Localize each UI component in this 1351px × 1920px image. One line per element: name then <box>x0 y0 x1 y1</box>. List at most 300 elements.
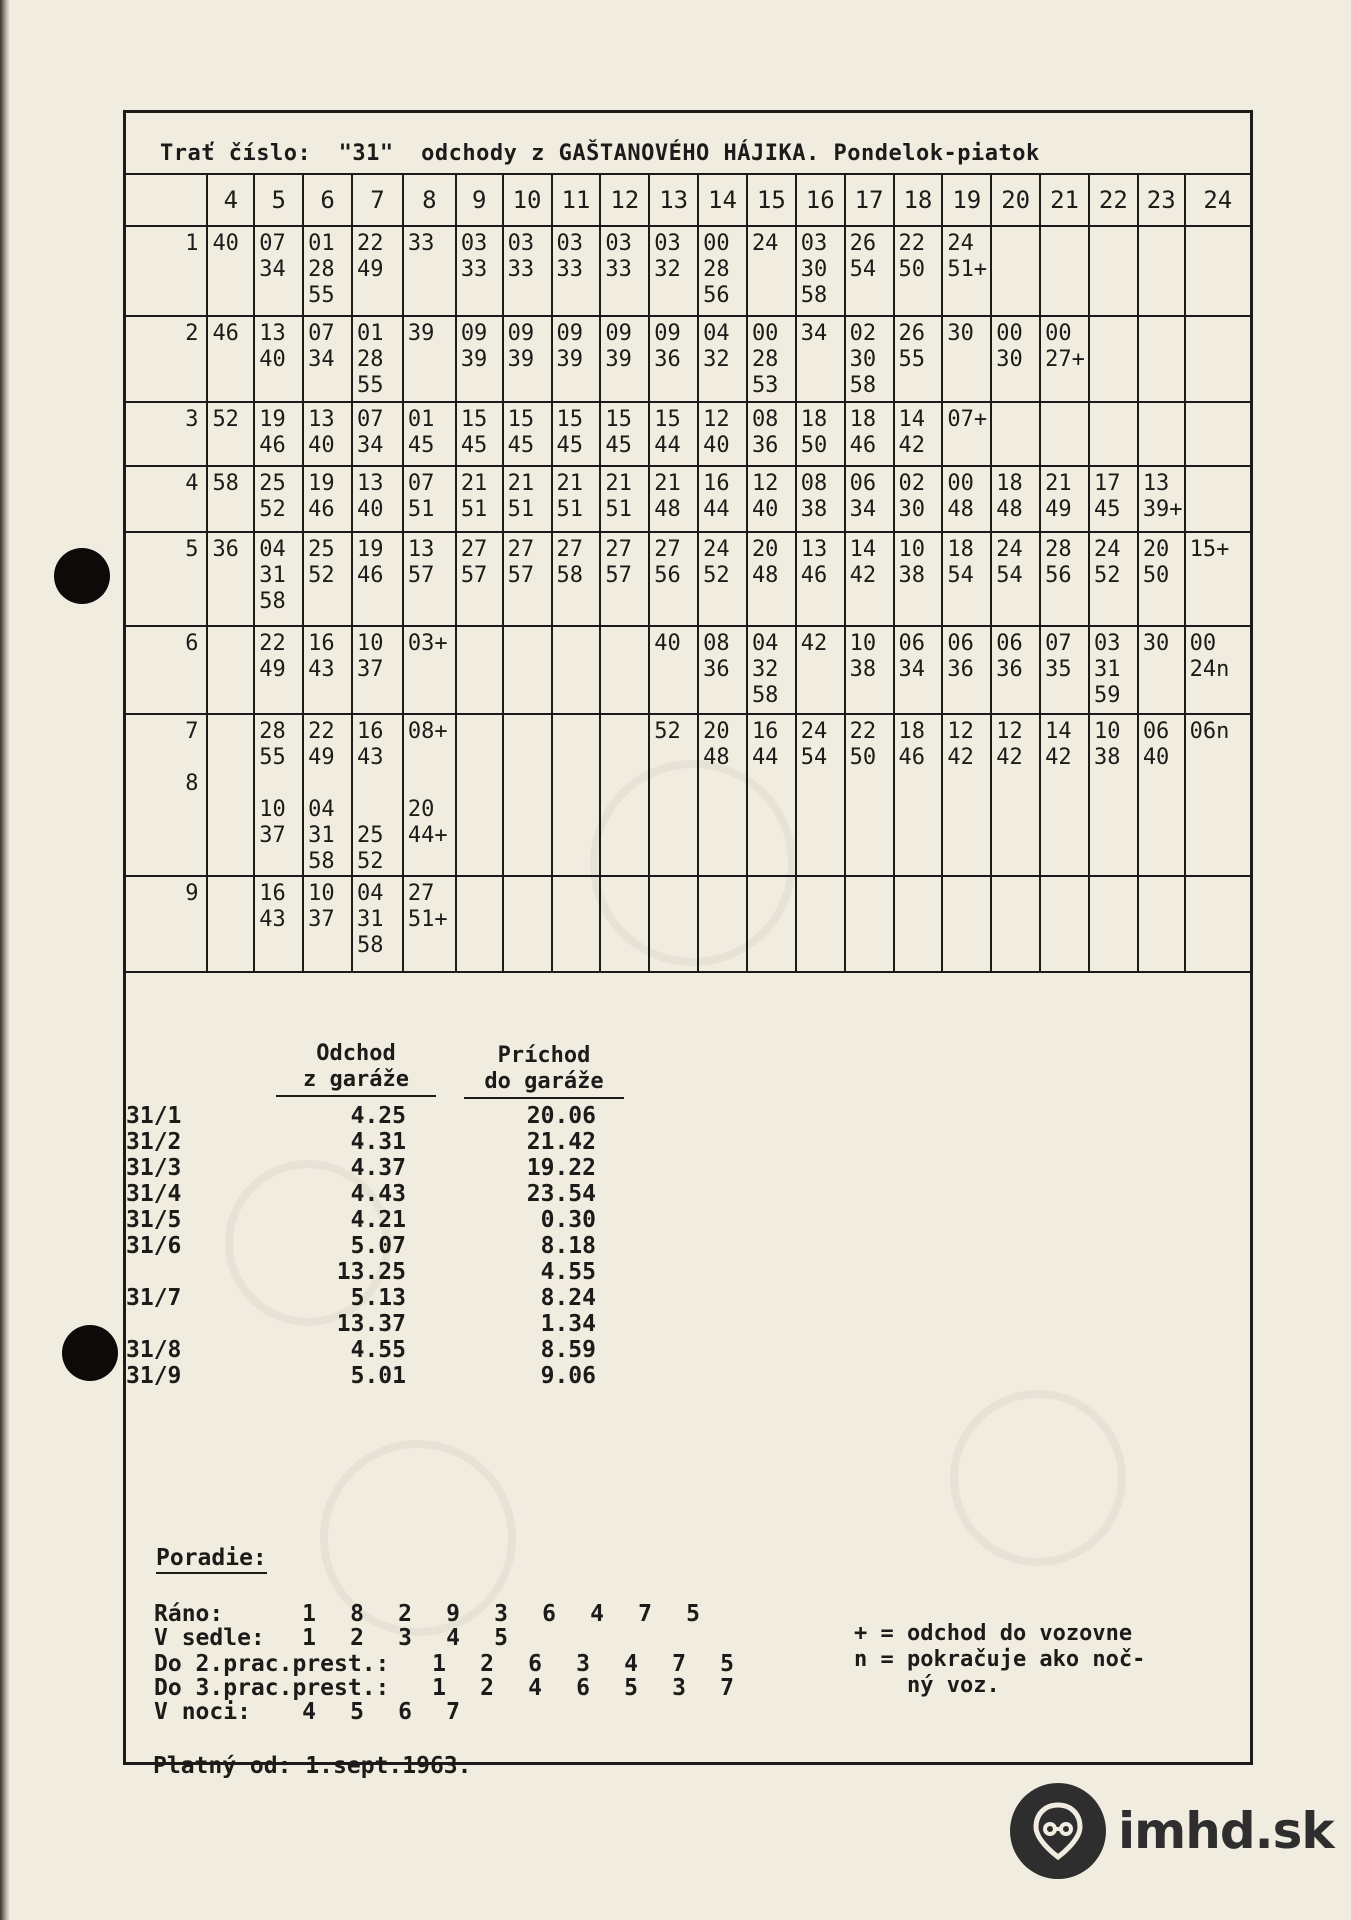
departure-minutes: 07 34 <box>352 402 403 466</box>
departure-minutes: 06 40 <box>1138 714 1185 876</box>
departure-minutes <box>1040 402 1089 466</box>
garage-route: 31/6 <box>126 1233 182 1259</box>
hour-header: 5 <box>254 174 303 226</box>
departure-minutes: 24 52 <box>698 532 747 626</box>
poradie-value: 2 <box>398 1601 412 1627</box>
departure-minutes: 07 34 <box>303 316 352 402</box>
departure-minutes: 26 55 <box>894 316 943 402</box>
departure-minutes: 03 33 <box>552 226 601 316</box>
departure-minutes <box>1089 316 1138 402</box>
departure-minutes: 00 30 <box>991 316 1040 402</box>
hour-header: 17 <box>845 174 894 226</box>
departure-minutes <box>942 876 991 972</box>
legend <box>854 1621 1145 1699</box>
valid-from: Platný od: 1.sept.1963. <box>153 1753 472 1779</box>
departure-minutes: 10 38 <box>845 626 894 714</box>
schedule-row <box>126 876 1250 972</box>
departure-minutes: 52 <box>649 714 698 876</box>
run-number-label: 3 <box>185 407 199 432</box>
departure-minutes: 21 51 <box>552 466 601 532</box>
hour-header: 19 <box>942 174 991 226</box>
garage-arr: 21.42 <box>526 1129 596 1155</box>
poradie-row <box>154 1601 774 1625</box>
run-number <box>126 402 207 466</box>
hour-header: 12 <box>600 174 649 226</box>
poradie-value: 4 <box>590 1601 604 1627</box>
departure-minutes: 42 <box>796 626 845 714</box>
departure-minutes: 09 36 <box>649 316 698 402</box>
run-number-label: 7 <box>185 719 199 744</box>
departure-minutes <box>552 876 601 972</box>
departure-minutes: 46 <box>207 316 254 402</box>
departure-minutes: 09 39 <box>503 316 552 402</box>
departure-header-line1: Odchod <box>316 1041 396 1066</box>
departure-minutes: 04 32 <box>698 316 747 402</box>
hour-header: 7 <box>352 174 403 226</box>
garage-arr: 9.06 <box>540 1363 596 1389</box>
departure-minutes: 27 57 <box>503 532 552 626</box>
garage-arr: 4.55 <box>540 1259 596 1285</box>
garage-row <box>126 1207 596 1233</box>
hour-header: 4 <box>207 174 254 226</box>
poradie-value: 4 <box>624 1651 638 1677</box>
departure-minutes: 00 24n <box>1185 626 1250 714</box>
departure-minutes: 18 48 <box>991 466 1040 532</box>
departure-minutes: 06 34 <box>894 626 943 714</box>
departure-minutes: 01 45 <box>403 402 456 466</box>
garage-dep: 4.21 <box>350 1207 406 1233</box>
departure-minutes: 17 45 <box>1089 466 1138 532</box>
poradie-value: 5 <box>350 1699 364 1725</box>
departure-minutes: 12 40 <box>698 402 747 466</box>
poradie-value: 6 <box>528 1651 542 1677</box>
garage-row <box>126 1103 596 1129</box>
poradie-value: 1 <box>302 1625 316 1651</box>
garage-row <box>126 1337 596 1363</box>
departure-minutes: 24 54 <box>796 714 845 876</box>
departure-minutes: 33 <box>403 226 456 316</box>
departure-minutes: 10 37 <box>303 876 352 972</box>
run-number-label: 2 <box>185 321 199 346</box>
departure-minutes: 22 50 <box>845 714 894 876</box>
departure-minutes <box>1185 226 1250 316</box>
poradie-label: Do 2.prac.prest.: <box>154 1651 390 1677</box>
garage-dep: 4.55 <box>350 1337 406 1363</box>
departure-minutes: 21 48 <box>649 466 698 532</box>
departure-minutes: 24 52 <box>1089 532 1138 626</box>
poradie-label: Do 3.prac.prest.: <box>154 1675 390 1701</box>
departure-minutes: 21 51 <box>600 466 649 532</box>
timetable-title: Trať číslo: "31" odchody z GAŠTANOVÉHO HÁJIKA. Pondelok-piatok <box>126 113 1250 174</box>
arrival-header <box>464 1043 624 1099</box>
departure-minutes: 06n <box>1185 714 1250 876</box>
poradie-value: 1 <box>432 1675 446 1701</box>
departure-minutes: 21 49 <box>1040 466 1089 532</box>
departure-minutes: 21 51 <box>503 466 552 532</box>
schedule-row <box>126 714 1250 876</box>
departure-minutes: 01 28 55 <box>303 226 352 316</box>
departure-minutes <box>649 876 698 972</box>
departure-minutes: 00 28 56 <box>698 226 747 316</box>
departure-minutes <box>1185 876 1250 972</box>
hour-header: 22 <box>1089 174 1138 226</box>
poradie-value: 6 <box>576 1675 590 1701</box>
garage-route: 31/9 <box>126 1363 182 1389</box>
departure-minutes: 13 40 <box>254 316 303 402</box>
departure-minutes: 25 52 <box>254 466 303 532</box>
punch-hole <box>54 548 110 604</box>
poradie-value: 7 <box>720 1675 734 1701</box>
departure-minutes: 04 31 58 <box>254 532 303 626</box>
departure-minutes <box>503 626 552 714</box>
departure-minutes: 03 32 <box>649 226 698 316</box>
hour-header: 11 <box>552 174 601 226</box>
departure-minutes: 03 33 <box>600 226 649 316</box>
hour-header: 21 <box>1040 174 1089 226</box>
departure-minutes: 13 39+ <box>1138 466 1185 532</box>
departure-minutes: 28 55 10 37 <box>254 714 303 876</box>
garage-dep: 5.13 <box>350 1285 406 1311</box>
poradie-value: 3 <box>494 1601 508 1627</box>
garage-row <box>126 1129 596 1155</box>
garage-row <box>126 1155 596 1181</box>
schedule-row <box>126 466 1250 532</box>
poradie-title: Poradie: <box>156 1545 267 1574</box>
poradie-value: 2 <box>350 1625 364 1651</box>
schedule-row <box>126 316 1250 402</box>
departure-minutes <box>207 714 254 876</box>
departure-minutes: 13 57 <box>403 532 456 626</box>
hour-header: 18 <box>894 174 943 226</box>
hour-header: 8 <box>403 174 456 226</box>
garage-row <box>126 1233 596 1259</box>
run-number <box>126 626 207 714</box>
departure-header-line2: z garáže <box>276 1067 436 1097</box>
departure-minutes: 24 54 <box>991 532 1040 626</box>
departure-minutes: 18 46 <box>845 402 894 466</box>
departure-minutes <box>1138 402 1185 466</box>
page-edge <box>0 0 10 1920</box>
punch-hole <box>62 1325 118 1381</box>
garage-arr: 0.30 <box>540 1207 596 1233</box>
hour-header: 10 <box>503 174 552 226</box>
garage-route: 31/8 <box>126 1337 182 1363</box>
departure-header <box>276 1041 436 1097</box>
garage-route: 31/7 <box>126 1285 182 1311</box>
departure-minutes: 40 <box>649 626 698 714</box>
departure-minutes: 40 <box>207 226 254 316</box>
schedule-row <box>126 626 1250 714</box>
departure-minutes: 30 <box>942 316 991 402</box>
departure-minutes: 03 31 59 <box>1089 626 1138 714</box>
departure-minutes <box>456 626 503 714</box>
hour-header: 20 <box>991 174 1040 226</box>
departure-minutes: 03 30 58 <box>796 226 845 316</box>
departure-minutes: 22 49 <box>254 626 303 714</box>
poradie-value: 3 <box>672 1675 686 1701</box>
poradie-value: 6 <box>398 1699 412 1725</box>
run-number <box>126 466 207 532</box>
poradie-value: 7 <box>672 1651 686 1677</box>
departure-minutes <box>456 876 503 972</box>
departure-minutes <box>1138 876 1185 972</box>
departure-minutes <box>207 626 254 714</box>
run-number <box>126 316 207 402</box>
departure-timetable <box>126 113 1250 973</box>
departure-minutes: 30 <box>1138 626 1185 714</box>
departure-minutes: 08 38 <box>796 466 845 532</box>
legend-plus: + = odchod do vozovne <box>854 1621 1133 1646</box>
departure-minutes: 27 56 <box>649 532 698 626</box>
garage-dep: 4.37 <box>350 1155 406 1181</box>
run-number <box>126 714 207 876</box>
departure-minutes: 19 46 <box>303 466 352 532</box>
departure-minutes <box>1040 226 1089 316</box>
departure-minutes <box>1040 876 1089 972</box>
garage-dep: 4.43 <box>350 1181 406 1207</box>
garage-row <box>126 1363 596 1389</box>
departure-minutes <box>600 876 649 972</box>
hour-header: 16 <box>796 174 845 226</box>
poradie-value: 5 <box>494 1625 508 1651</box>
departure-minutes <box>747 876 796 972</box>
hour-header: 23 <box>1138 174 1185 226</box>
departure-minutes: 08 36 <box>747 402 796 466</box>
departure-minutes: 18 50 <box>796 402 845 466</box>
departure-minutes <box>503 876 552 972</box>
departure-minutes: 12 42 <box>991 714 1040 876</box>
garage-route: 31/1 <box>126 1103 182 1129</box>
departure-minutes: 15 45 <box>456 402 503 466</box>
departure-minutes: 12 40 <box>747 466 796 532</box>
run-number-label: 5 <box>185 537 199 562</box>
departure-minutes: 58 <box>207 466 254 532</box>
departure-minutes: 14 42 <box>845 532 894 626</box>
poradie-value: 1 <box>432 1651 446 1677</box>
departure-minutes: 22 50 <box>894 226 943 316</box>
departure-minutes: 22 49 <box>352 226 403 316</box>
departure-minutes: 20 50 <box>1138 532 1185 626</box>
departure-minutes: 10 38 <box>894 532 943 626</box>
hour-header: 15 <box>747 174 796 226</box>
schedule-row <box>126 226 1250 316</box>
departure-minutes <box>991 226 1040 316</box>
departure-minutes <box>600 626 649 714</box>
departure-minutes: 12 42 <box>942 714 991 876</box>
garage-route: 31/4 <box>126 1181 182 1207</box>
departure-minutes: 08 36 <box>698 626 747 714</box>
garage-arr: 19.22 <box>526 1155 596 1181</box>
garage-dep: 4.31 <box>350 1129 406 1155</box>
departure-minutes: 10 38 <box>1089 714 1138 876</box>
departure-minutes: 34 <box>796 316 845 402</box>
departure-minutes: 52 <box>207 402 254 466</box>
departure-minutes: 27 57 <box>456 532 503 626</box>
run-number-label: 4 <box>185 471 199 496</box>
run-number <box>126 226 207 316</box>
hour-header: 24 <box>1185 174 1250 226</box>
garage-arr: 8.18 <box>540 1233 596 1259</box>
departure-minutes: 07 35 <box>1040 626 1089 714</box>
departure-minutes: 16 43 25 52 <box>352 714 403 876</box>
departure-minutes: 14 42 <box>1040 714 1089 876</box>
corner-cell <box>126 174 207 226</box>
poradie-value: 5 <box>686 1601 700 1627</box>
departure-minutes: 04 32 58 <box>747 626 796 714</box>
departure-minutes: 00 27+ <box>1040 316 1089 402</box>
poradie-value: 4 <box>302 1699 316 1725</box>
departure-minutes: 36 <box>207 532 254 626</box>
hour-header: 9 <box>456 174 503 226</box>
departure-minutes: 09 39 <box>600 316 649 402</box>
departure-minutes: 26 54 <box>845 226 894 316</box>
run-number-label: 8 <box>185 771 199 796</box>
poradie-value: 3 <box>398 1625 412 1651</box>
departure-minutes: 27 58 <box>552 532 601 626</box>
garage-dep: 5.01 <box>350 1363 406 1389</box>
imhd-logo[interactable] <box>1010 1782 1334 1880</box>
departure-minutes: 06 34 <box>845 466 894 532</box>
departure-minutes: 16 44 <box>698 466 747 532</box>
location-pin-icon <box>1010 1783 1106 1879</box>
departure-minutes: 02 30 <box>894 466 943 532</box>
departure-minutes: 06 36 <box>991 626 1040 714</box>
departure-minutes: 01 28 55 <box>352 316 403 402</box>
departure-minutes <box>991 876 1040 972</box>
departure-minutes: 04 31 58 <box>352 876 403 972</box>
poradie-value: 7 <box>638 1601 652 1627</box>
poradie-value: 4 <box>446 1625 460 1651</box>
logo-text: imhd.sk <box>1118 1802 1334 1860</box>
arrival-header-line1: Príchod <box>497 1043 591 1068</box>
garage-route: 31/5 <box>126 1207 182 1233</box>
arrival-header-line2: do garáže <box>464 1069 624 1099</box>
departure-minutes: 03 33 <box>456 226 503 316</box>
departure-minutes: 08+ 20 44+ <box>403 714 456 876</box>
departure-minutes: 15 45 <box>552 402 601 466</box>
poradie-row <box>154 1675 774 1699</box>
departure-minutes: 24 51+ <box>942 226 991 316</box>
departure-minutes <box>1138 226 1185 316</box>
poradie-label: V noci: <box>154 1699 251 1725</box>
departure-minutes <box>991 402 1040 466</box>
departure-minutes: 21 51 <box>456 466 503 532</box>
departure-minutes: 09 39 <box>552 316 601 402</box>
departure-minutes: 02 30 58 <box>845 316 894 402</box>
departure-minutes <box>456 714 503 876</box>
departure-minutes: 18 54 <box>942 532 991 626</box>
departure-minutes: 20 48 <box>698 714 747 876</box>
run-number-label: 1 <box>185 231 199 256</box>
run-number <box>126 876 207 972</box>
poradie-value: 5 <box>720 1651 734 1677</box>
departure-minutes <box>845 876 894 972</box>
departure-minutes <box>1185 402 1250 466</box>
hour-header: 14 <box>698 174 747 226</box>
departure-minutes: 15 45 <box>600 402 649 466</box>
legend-n: n = pokračuje ako noč- ný voz. <box>854 1647 1146 1698</box>
garage-row <box>126 1311 596 1337</box>
garage-table <box>126 1103 596 1389</box>
departure-minutes: 28 56 <box>1040 532 1089 626</box>
poradie-value: 6 <box>542 1601 556 1627</box>
departure-minutes <box>1185 316 1250 402</box>
departure-minutes <box>1185 466 1250 532</box>
poradie-label: Ráno: <box>154 1601 224 1627</box>
run-number-label: 6 <box>185 631 199 656</box>
poradie-value: 7 <box>446 1699 460 1725</box>
poradie-label: V sedle: <box>154 1625 265 1651</box>
departure-minutes: 14 42 <box>894 402 943 466</box>
departure-minutes: 18 46 <box>894 714 943 876</box>
run-number <box>126 532 207 626</box>
poradie-value: 2 <box>480 1651 494 1677</box>
departure-minutes: 16 43 <box>254 876 303 972</box>
garage-row <box>126 1259 596 1285</box>
garage-arr: 8.59 <box>540 1337 596 1363</box>
departure-minutes: 13 40 <box>303 402 352 466</box>
garage-dep: 4.25 <box>350 1103 406 1129</box>
departure-minutes: 19 46 <box>254 402 303 466</box>
departure-minutes: 15 45 <box>503 402 552 466</box>
poradie-value: 5 <box>624 1675 638 1701</box>
departure-minutes <box>600 714 649 876</box>
departure-minutes: 03 33 <box>503 226 552 316</box>
poradie-value: 2 <box>480 1675 494 1701</box>
poradie-value: 8 <box>350 1601 364 1627</box>
departure-minutes <box>552 714 601 876</box>
poradie-row <box>154 1699 774 1723</box>
schedule-row <box>126 402 1250 466</box>
departure-minutes: 09 39 <box>456 316 503 402</box>
departure-minutes: 07 51 <box>403 466 456 532</box>
departure-minutes: 20 48 <box>747 532 796 626</box>
garage-route: 31/3 <box>126 1155 182 1181</box>
departure-minutes: 07 34 <box>254 226 303 316</box>
departure-minutes <box>894 876 943 972</box>
poradie-value: 4 <box>528 1675 542 1701</box>
departure-minutes: 25 52 <box>303 532 352 626</box>
departure-minutes: 19 46 <box>352 532 403 626</box>
departure-minutes <box>1089 876 1138 972</box>
run-number-label: 9 <box>185 881 199 906</box>
departure-minutes: 16 44 <box>747 714 796 876</box>
garage-dep: 13.25 <box>336 1259 406 1285</box>
garage-row <box>126 1181 596 1207</box>
departure-minutes: 03+ <box>403 626 456 714</box>
garage-arr: 8.24 <box>540 1285 596 1311</box>
hour-header: 6 <box>303 174 352 226</box>
poradie-row <box>154 1625 774 1649</box>
garage-dep: 13.37 <box>336 1311 406 1337</box>
departure-minutes: 07+ <box>942 402 991 466</box>
garage-dep: 5.07 <box>350 1233 406 1259</box>
departure-minutes <box>552 626 601 714</box>
timetable-sheet <box>123 110 1253 1779</box>
departure-minutes: 24 <box>747 226 796 316</box>
departure-minutes: 06 36 <box>942 626 991 714</box>
departure-minutes: 27 51+ <box>403 876 456 972</box>
poradie-row <box>154 1651 774 1675</box>
garage-arr: 23.54 <box>526 1181 596 1207</box>
departure-minutes: 27 57 <box>600 532 649 626</box>
departure-minutes <box>796 876 845 972</box>
poradie-value: 1 <box>302 1601 316 1627</box>
poradie-value: 9 <box>446 1601 460 1627</box>
hour-header: 13 <box>649 174 698 226</box>
departure-minutes <box>1089 226 1138 316</box>
garage-arr: 1.34 <box>540 1311 596 1337</box>
